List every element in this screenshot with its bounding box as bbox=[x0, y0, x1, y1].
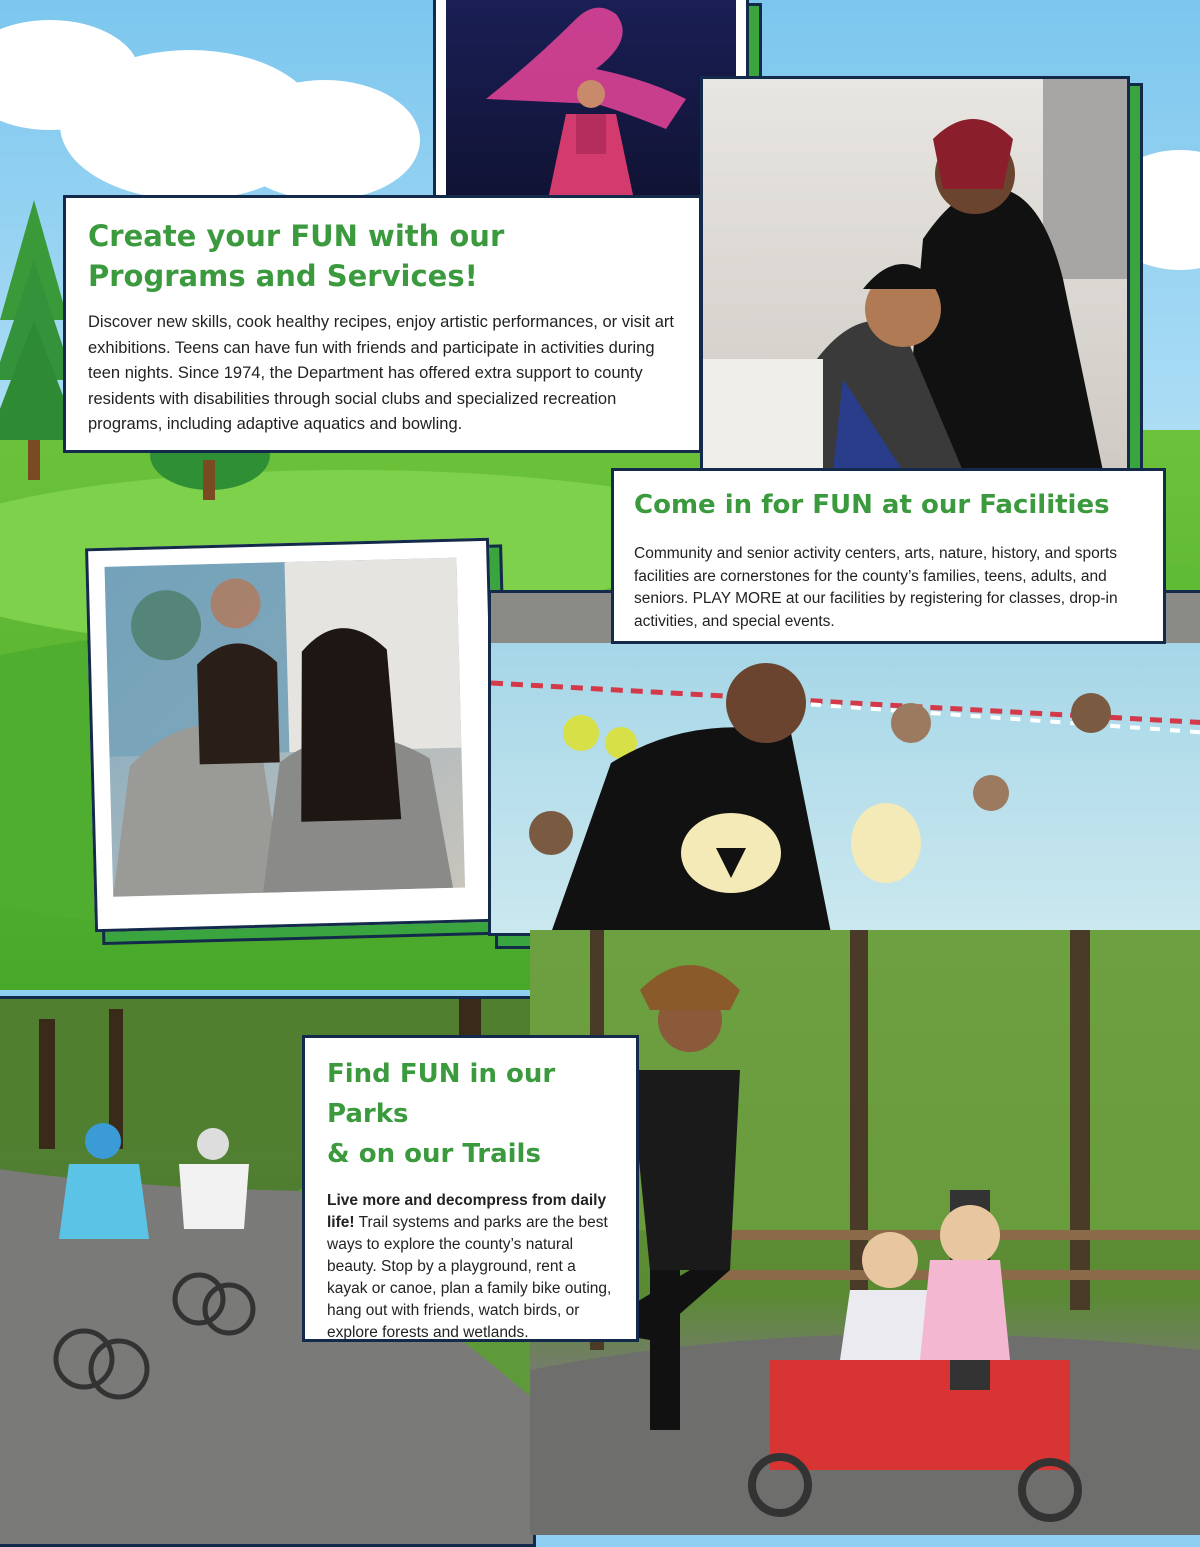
programs-heading-line2: Programs and Services! bbox=[88, 259, 478, 293]
art-class-photo bbox=[703, 79, 1127, 471]
programs-body: Discover new skills, cook healthy recipes, enjoy artistic performances, or visit art exhibitions. Teens can have fun with friends and participate in activities during teen nights. Since 1974, the Department has offered extra support to county residents with disabilities through social clubs and specialized recreation programs, including adaptive aquatics and bowling. bbox=[88, 313, 674, 433]
photo-frame-friends bbox=[85, 538, 499, 932]
photo-frame-art-class bbox=[700, 76, 1130, 474]
parks-heading-line1: Find FUN in our Parks bbox=[327, 1059, 556, 1129]
parks-body bbox=[327, 1190, 614, 1344]
parks-heading bbox=[327, 1054, 614, 1174]
programs-heading bbox=[88, 216, 677, 296]
parks-heading-line2: & on our Trails bbox=[327, 1139, 541, 1169]
parks-body-bold: Live more and decompress from daily life! bbox=[327, 1192, 607, 1231]
friends-photo bbox=[105, 558, 466, 897]
programs-heading-line1: Create your FUN with our bbox=[88, 219, 505, 253]
cloud bbox=[230, 80, 420, 200]
facilities-heading: Come in for FUN at our Facilities bbox=[634, 490, 1110, 520]
parks-body-text: Trail systems and parks are the best ways to explore the county’s natural beauty. Stop by a playground, rent a kayak or canoe, plan a family bike outing, hang out with friends, watch birds, or explore forests and wetlands. bbox=[327, 1214, 612, 1341]
pool-photo bbox=[491, 593, 1200, 933]
facilities-textbox bbox=[611, 468, 1166, 644]
programs-textbox bbox=[63, 195, 702, 453]
facilities-body: Community and senior activity centers, arts, nature, history, and sports facilities are cornerstones for the county’s families, teens, adults, and seniors. PLAY MORE at our facilities by registering for classes, drop-in activities, and special events. bbox=[634, 545, 1118, 630]
parks-textbox bbox=[302, 1035, 639, 1342]
